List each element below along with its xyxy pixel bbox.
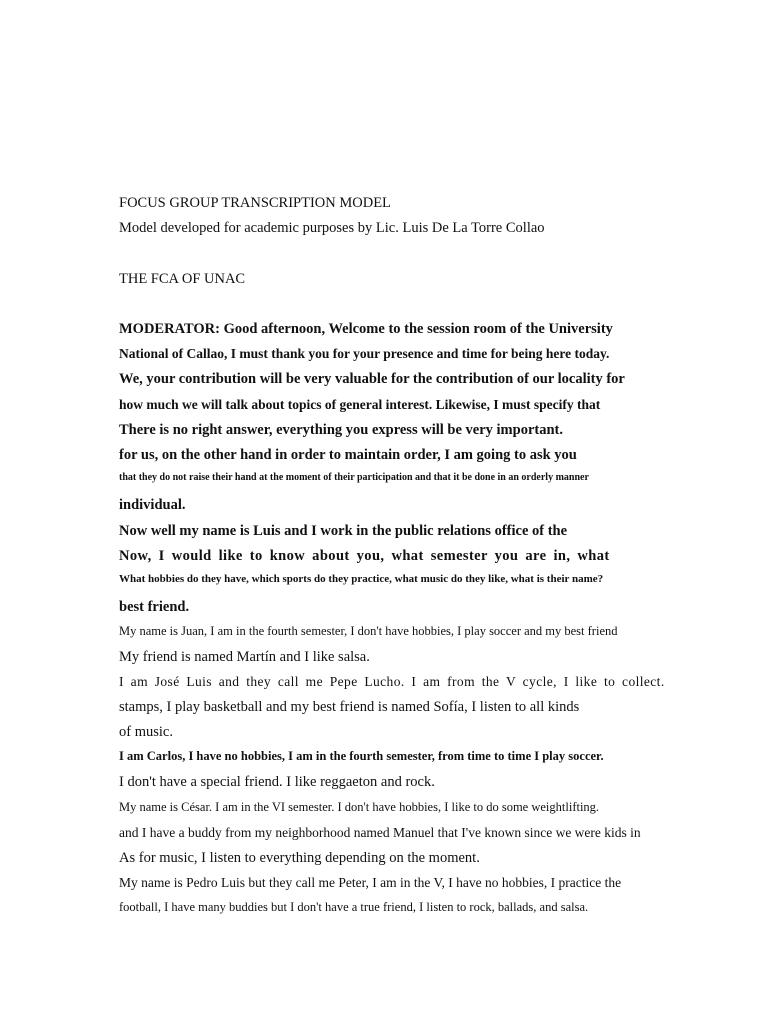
- moderator-line: What hobbies do they have, which sports do they practice, what music do they like, what is their name?: [119, 573, 604, 585]
- participant-line: My name is César. I am in the VI semester. I don't have hobbies, I like to do some weightlifting.: [119, 800, 600, 814]
- moderator-line: that they do not raise their hand at the moment of their participation and that it be done in an orderly manner: [119, 472, 589, 483]
- moderator-line: individual.: [119, 497, 186, 513]
- participant-line: I am José Luis and they call me Pepe Lucho. I am from the V cycle, I like to collect.: [119, 674, 665, 689]
- participant-line: football, I have many buddies but I don't have a true friend, I listen to rock, ballads, and salsa.: [119, 900, 589, 914]
- participant-line: My name is Pedro Luis but they call me Peter, I am in the V, I have no hobbies, I practice the: [119, 875, 622, 890]
- participant-line: of music.: [119, 724, 173, 740]
- participant-line: As for music, I listen to everything depending on the moment.: [119, 850, 480, 866]
- moderator-line: There is no right answer, everything you express will be very important.: [119, 422, 563, 438]
- participant-line: I don't have a special friend. I like reggaeton and rock.: [119, 774, 435, 790]
- participant-line: I am Carlos, I have no hobbies, I am in the fourth semester, from time to time I play soccer.: [119, 749, 604, 763]
- moderator-line: We, your contribution will be very valuable for the contribution of our locality for: [119, 371, 625, 387]
- participant-line: My name is Juan, I am in the fourth semester, I don't have hobbies, I play soccer and my best friend: [119, 624, 618, 638]
- moderator-line: Now, I would like to know about you, what semester you are in, what: [119, 548, 610, 564]
- participant-line: and I have a buddy from my neighborhood named Manuel that I've known since we were kids in: [119, 825, 641, 840]
- participant-line: My friend is named Martín and I like salsa.: [119, 649, 370, 665]
- participant-line: stamps, I play basketball and my best friend is named Sofía, I listen to all kinds: [119, 699, 580, 715]
- moderator-line: for us, on the other hand in order to maintain order, I am going to ask you: [119, 447, 577, 463]
- document-subtitle: Model developed for academic purposes by Lic. Luis De La Torre Collao: [119, 220, 545, 236]
- moderator-line: how much we will talk about topics of general interest. Likewise, I must specify that: [119, 397, 601, 412]
- section-heading: THE FCA OF UNAC: [119, 271, 246, 287]
- moderator-line: MODERATOR: Good afternoon, Welcome to the session room of the University: [119, 321, 613, 337]
- moderator-line: Now well my name is Luis and I work in the public relations office of the: [119, 523, 568, 539]
- document-title: FOCUS GROUP TRANSCRIPTION MODEL: [119, 195, 391, 211]
- moderator-line: National of Callao, I must thank you for your presence and time for being here today.: [119, 346, 610, 361]
- moderator-line: best friend.: [119, 599, 190, 615]
